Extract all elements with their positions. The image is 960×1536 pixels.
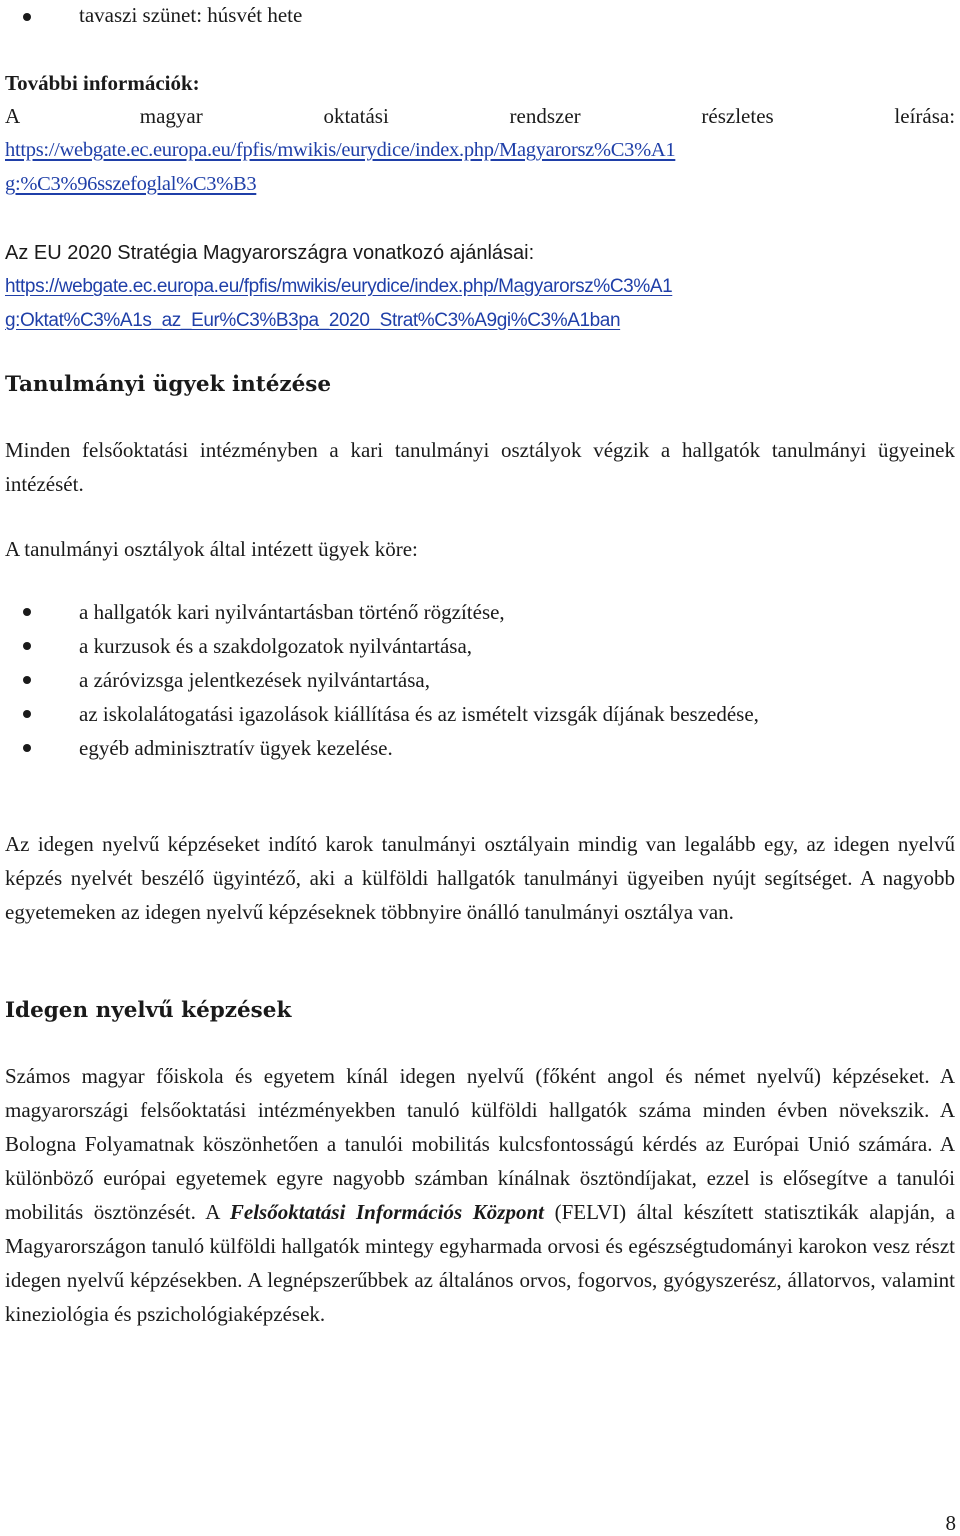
eurydice-summary-link[interactable] — [5, 133, 955, 201]
list-item — [5, 663, 955, 697]
more-info-heading: További információk: — [5, 71, 200, 95]
bullet-icon — [23, 608, 31, 616]
list-item-text: a kurzusok és a szakdolgozatok nyilvántartása, — [79, 634, 473, 658]
link-line[interactable]: g:%C3%96sszefoglal%C3%B3 — [5, 173, 257, 195]
study-affairs-heading: Tanulmányi ügyek intézése — [5, 372, 332, 397]
bullet-icon — [23, 710, 31, 718]
study-affairs-paragraph: Minden felsőoktatási intézményben a kari tanulmányi osztályok végzik a hallgatók tanulmányi ügyeinek intézését. — [5, 438, 955, 496]
study-affairs-list-intro: A tanulmányi osztályok által intézett ügyek köre: — [5, 537, 418, 561]
list-item-text: az iskolalátogatási igazolások kiállítása és az ismételt vizsgák díjának beszedése, — [79, 702, 759, 726]
top-bullet-list — [5, 0, 955, 30]
list-item — [5, 629, 955, 663]
more-info-line — [5, 100, 955, 132]
foreign-programs-heading: Idegen nyelvű képzések — [5, 998, 292, 1023]
list-item-text: a záróvizsga jelentkezések nyilvántartása, — [79, 668, 430, 692]
word: leírása: — [894, 104, 955, 128]
list-item-text: a hallgatók kari nyilvántartásban történő rögzítése, — [79, 600, 505, 624]
paragraph-text: (FELVI) által készített statisztikák alapján, a Magyarországon tanuló külföldi hallgatók mintegy egyharmada orvosi és egészségtudományi karokon vesz részt idegen nyelvű képzésekben. A legnépszerűbbek az általános orvos, fogorvos, gyógyszerész, állatorvos, valamint kineziológia és pszichológiaképzések. — [5, 1200, 956, 1326]
bullet-icon — [23, 676, 31, 684]
list-item — [5, 697, 955, 731]
link-line[interactable]: https://webgate.ec.europa.eu/fpfis/mwikis/eurydice/index.php/Magyarorsz%C3%A1 — [5, 139, 676, 161]
link-line[interactable]: g:Oktat%C3%A1s_az_Eur%C3%B3pa_2020_Strat%C3%A9gi%C3%A1ban — [5, 310, 621, 331]
word: rendszer — [509, 104, 581, 128]
bullet-icon — [23, 642, 31, 650]
bullet-icon — [23, 13, 31, 21]
word: A — [5, 104, 20, 128]
list-item-text: tavaszi szünet: húsvét hete — [79, 3, 303, 27]
page-number: 8 — [945, 1511, 956, 1535]
link-line[interactable]: https://webgate.ec.europa.eu/fpfis/mwikis/eurydice/index.php/Magyarorsz%C3%A1 — [5, 276, 673, 297]
list-item — [5, 595, 955, 629]
felvi-emphasis: Felsőoktatási Információs Központ — [229, 1200, 544, 1224]
eu2020-link[interactable] — [5, 270, 955, 338]
word: magyar — [139, 104, 203, 128]
eu2020-intro: Az EU 2020 Stratégia Magyarországra vonatkozó ajánlásai: — [5, 242, 535, 264]
word: oktatási — [323, 104, 389, 128]
list-item-text: egyéb adminisztratív ügyek kezelése. — [79, 736, 393, 760]
word: részletes — [701, 104, 774, 128]
study-affairs-list — [5, 595, 955, 765]
foreign-desk-paragraph: Az idegen nyelvű képzéseket indító karok tanulmányi osztályain mindig van legalább egy, az idegen nyelvű képzés nyelvét beszélő ügyintéző, aki a külföldi hallgatók tanulmányi ügyeiben nyújt segítséget. A nagyobb egyetemeken az idegen nyelvű képzéseknek többnyire önálló tanulmányi osztálya van. — [5, 832, 955, 924]
list-item — [5, 0, 955, 30]
paragraph-text: Számos magyar főiskola és egyetem kínál idegen nyelvű (főként angol és német nyelvű) képzéseket. A magyarországi felsőoktatási intézményekben tanuló külföldi hallgatók száma minden évben növekszik. A Bologna Folyamatnak köszönhetően a tanulói mobilitás kulcsfontosságú kérdés az Európai Unió számára. A különböző európai egyetemek egyre nagyobb számban kínálnak ösztöndíjakat, ezzel is elősegítve a tanulói mobilitás ösztönzését. A — [5, 1064, 955, 1224]
foreign-programs-paragraph — [5, 1059, 955, 1331]
list-item — [5, 731, 955, 765]
bullet-icon — [23, 744, 31, 752]
